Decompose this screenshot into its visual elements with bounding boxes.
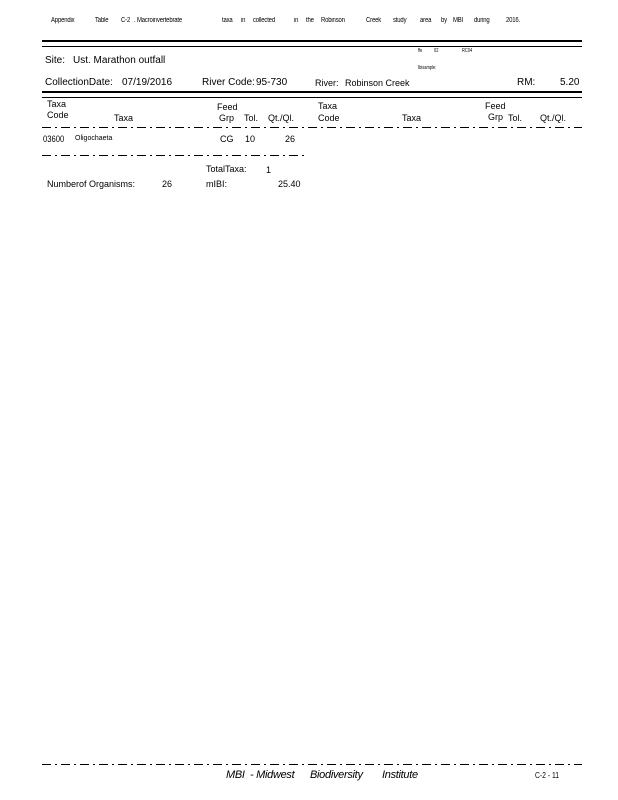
caption-word: in <box>294 17 299 24</box>
rm-value: 5.20 <box>560 77 580 88</box>
mibi-value: 25.40 <box>278 179 301 189</box>
col-taxa-right: Taxa <box>402 113 422 123</box>
site-value: Ust. Marathon outfall <box>73 55 166 66</box>
num-organisms-value: 26 <box>162 179 173 189</box>
footer-brand-mbi: MBI <box>226 769 245 781</box>
col-taxa-code-2: Code <box>47 110 69 120</box>
footer-brand-biodiversity: Biodiversity <box>310 769 363 781</box>
col-taxa: Taxa <box>114 113 134 123</box>
col-tol: Tol. <box>244 113 259 123</box>
caption-word: by <box>441 17 447 24</box>
row-tol: 10 <box>245 134 256 144</box>
row-code: 03600 <box>43 134 65 144</box>
footer-page-number: C-2 - 11 <box>535 771 560 780</box>
col-taxa-code-2-right: Code <box>318 113 340 123</box>
caption-word: . Macroinvertebrate <box>134 17 183 24</box>
header-tiny-sample: Ibisample: <box>418 65 437 71</box>
top-rule <box>42 40 582 47</box>
river-label: River: <box>315 78 339 88</box>
footer-brand-institute: Institute <box>382 769 418 781</box>
collection-date-label: CollectionDate: <box>45 77 113 88</box>
col-feed-1: Feed <box>217 102 238 112</box>
river-code-label: River Code: <box>202 77 255 88</box>
collection-date: 07/19/2016 <box>122 77 173 88</box>
caption-word: study <box>393 17 407 24</box>
col-qtql-right: Qt./Ql. <box>540 113 567 123</box>
total-taxa-label: TotalTaxa: <box>206 164 247 174</box>
total-taxa-value: 1 <box>266 165 272 175</box>
col-taxa-code-1-right: Taxa <box>318 101 338 111</box>
caption-word: taxa <box>222 17 233 24</box>
row-feed: CG <box>220 134 234 144</box>
caption-word: Robinson <box>321 17 345 24</box>
footer-rule <box>42 764 582 765</box>
row-taxa: Oligochaeta <box>75 135 113 142</box>
caption-word: during <box>474 17 490 24</box>
header-tiny-b: 02 <box>434 48 439 54</box>
caption-word: in <box>241 17 246 24</box>
row-bottom-rule <box>42 155 307 156</box>
col-feed-1-right: Feed <box>485 101 506 111</box>
col-qtql: Qt./Ql. <box>268 113 295 123</box>
footer-brand-midwest: - Midwest <box>250 769 295 781</box>
caption-word: collected <box>253 17 275 24</box>
col-tol-right: Tol. <box>508 113 523 123</box>
row-qtql: 26 <box>285 134 296 144</box>
caption-word: MBI <box>453 17 464 24</box>
caption-word: area <box>420 17 432 24</box>
caption-word: Appendix <box>51 17 75 24</box>
rm-label: RM: <box>517 77 536 88</box>
river-code: 95-730 <box>256 77 288 88</box>
caption-word: the <box>306 17 314 24</box>
header-bottom-rule <box>42 127 582 128</box>
caption-word: Table <box>95 17 109 24</box>
header-tiny-a: ffe <box>418 48 423 54</box>
col-feed-2-right: Grp <box>488 112 504 122</box>
river-name: Robinson Creek <box>345 78 410 88</box>
col-taxa-code-1: Taxa <box>47 99 67 109</box>
header-rule <box>42 91 582 98</box>
header-tiny-c: RC04 <box>462 48 473 54</box>
col-feed-2: Grp <box>219 113 235 123</box>
num-organisms-label: Numberof Organisms: <box>47 179 136 189</box>
caption-word: 2016. <box>506 17 521 24</box>
caption-word: C-2 <box>121 17 131 24</box>
caption-word: Creek <box>366 17 382 24</box>
site-label: Site: <box>45 55 66 66</box>
mibi-label: mIBI: <box>206 179 228 189</box>
